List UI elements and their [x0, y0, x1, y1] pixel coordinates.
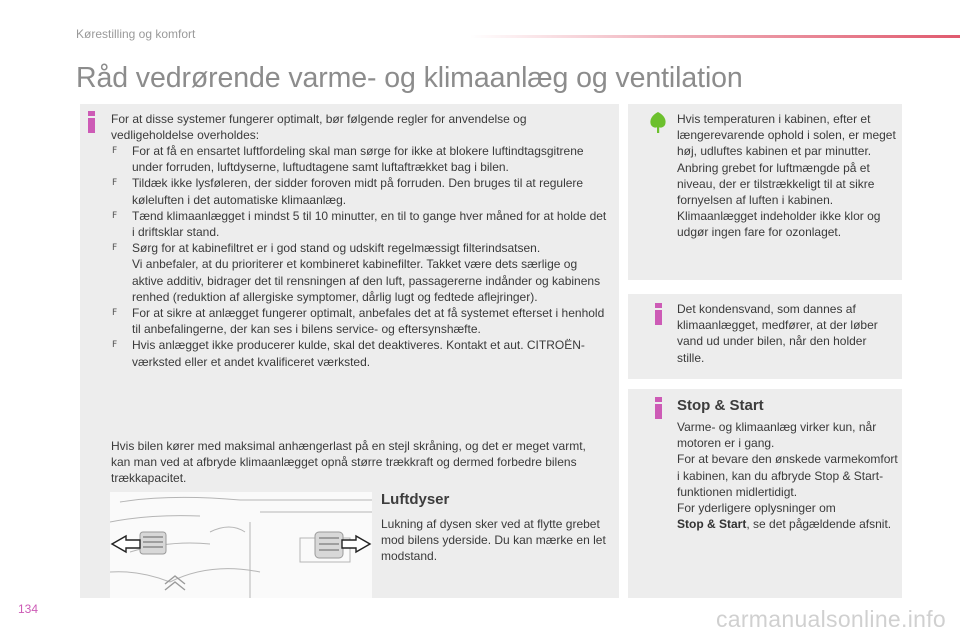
luftdyser-text: Lukning af dysen sker ved at flytte grebet mod bilens yderside. Du kan mærke en let modstand. — [381, 517, 606, 564]
list-item: F For at få en ensartet luftfordeling skal man sørge for ikke at blokere luftindtagsgitrene under forruden, luftdyserne, luftudtagene samt luftaftrækket bag i bilen. — [112, 144, 584, 175]
stop-start-heading: Stop & Start — [677, 397, 764, 414]
air-vent-illustration — [110, 492, 372, 598]
stop-start-text-1: Varme- og klimaanlæg virker kun, når motoren er i gang. — [677, 420, 877, 451]
eco-text — [677, 111, 897, 241]
header-divider — [470, 35, 960, 38]
section-header: Kørestilling og komfort — [76, 27, 196, 41]
info-icon — [655, 397, 662, 419]
eco-leaf-icon — [648, 111, 668, 133]
page-number: 134 — [18, 602, 39, 616]
luftdyser-heading: Luftdyser — [381, 491, 450, 508]
watermark: carmanualsonline.info — [715, 606, 946, 632]
condensation-text: Det kondensvand, som dannes af klimaanlægget, medfører, at der løber vand ud under bilen, når den holder stille. — [677, 302, 878, 365]
list-item: F Tænd klimaanlægget i mindst 5 til 10 minutter, en til to gange hver måned for at holde det i driftsklar stand. — [112, 208, 607, 240]
intro-text: For at disse systemer fungerer optimalt, bør følgende regler for anvendelse og vedligeholdelse overholdes: — [111, 112, 527, 143]
stop-start-text-3: For yderligere oplysninger om Stop & Start, se det pågældende afsnit. — [677, 501, 892, 532]
bullet-marker: F — [112, 340, 118, 351]
stop-start-text — [677, 419, 899, 532]
rules-list — [111, 143, 611, 370]
trailer-note: Hvis bilen kører med maksimal anhængerlast på en stejl skråning, og det er meget varmt, kan man ved at afbryde klimaanlægget opnå større trækkraft og dermed forbedre bilens trækkapacitet. — [111, 439, 586, 486]
bullet-marker: F — [112, 308, 118, 319]
bullet-marker: F — [112, 210, 118, 221]
bullet-marker: F — [112, 243, 118, 254]
eco-text-2: Anbring grebet for luftmængde på et niveau, der er tilstrækkeligt til at sikre fornyelsen af luften i kabinen. — [677, 160, 875, 208]
list-item: F Hvis anlægget ikke producerer kulde, skal det deaktiveres. Kontakt et aut. CITROËN-værksted eller et andet kvalificeret værksted. — [112, 338, 585, 369]
bullet-marker: F — [112, 178, 118, 189]
list-item: F For at sikre at anlægget fungerer optimalt, anbefales det at få systemet efterset i henhold til anbefalingerne, der kan ses i bilens service- og eftersynshæfte. — [112, 306, 605, 337]
info-icon — [88, 111, 95, 133]
info-icon — [655, 303, 662, 325]
eco-text-1: Hvis temperaturen i kabinen, efter et længerevarende ophold i solen, er meget høj, udluftes kabinen et par minutter. — [677, 112, 896, 159]
eco-text-3: Klimaanlægget indeholder ikke klor og udgør ingen fare for ozonlaget. — [677, 209, 881, 240]
list-item: F Tildæk ikke lysføleren, der sidder foroven midt på forruden. Den bruges til at regulere køleluften i det automatiske klimaanlæg. — [112, 176, 584, 207]
list-item: F Sørg for at kabinefiltret er i god stand og udskift regelmæssigt filterindsatsen. Vi anbefaler, at du prioriterer et kombineret kabinefilter. Takket være dets særlige og aktive additiv, bidrager det til rensningen af den luft, passagererne indånder og kabinens renhed (reduktion af allergiske symptomer, dårlig lugt og fedtede aflejringer). — [112, 241, 601, 304]
stop-start-text-2: For at bevare den ønskede varmekomfort i kabinen, kan du afbryde Stop & Start-funktionen midlertidigt. — [677, 452, 898, 499]
bullet-marker: F — [112, 146, 118, 156]
page-title: Råd vedrørende varme- og klimaanlæg og ventilation — [76, 62, 743, 94]
dashboard-vents-drawing — [110, 492, 372, 598]
